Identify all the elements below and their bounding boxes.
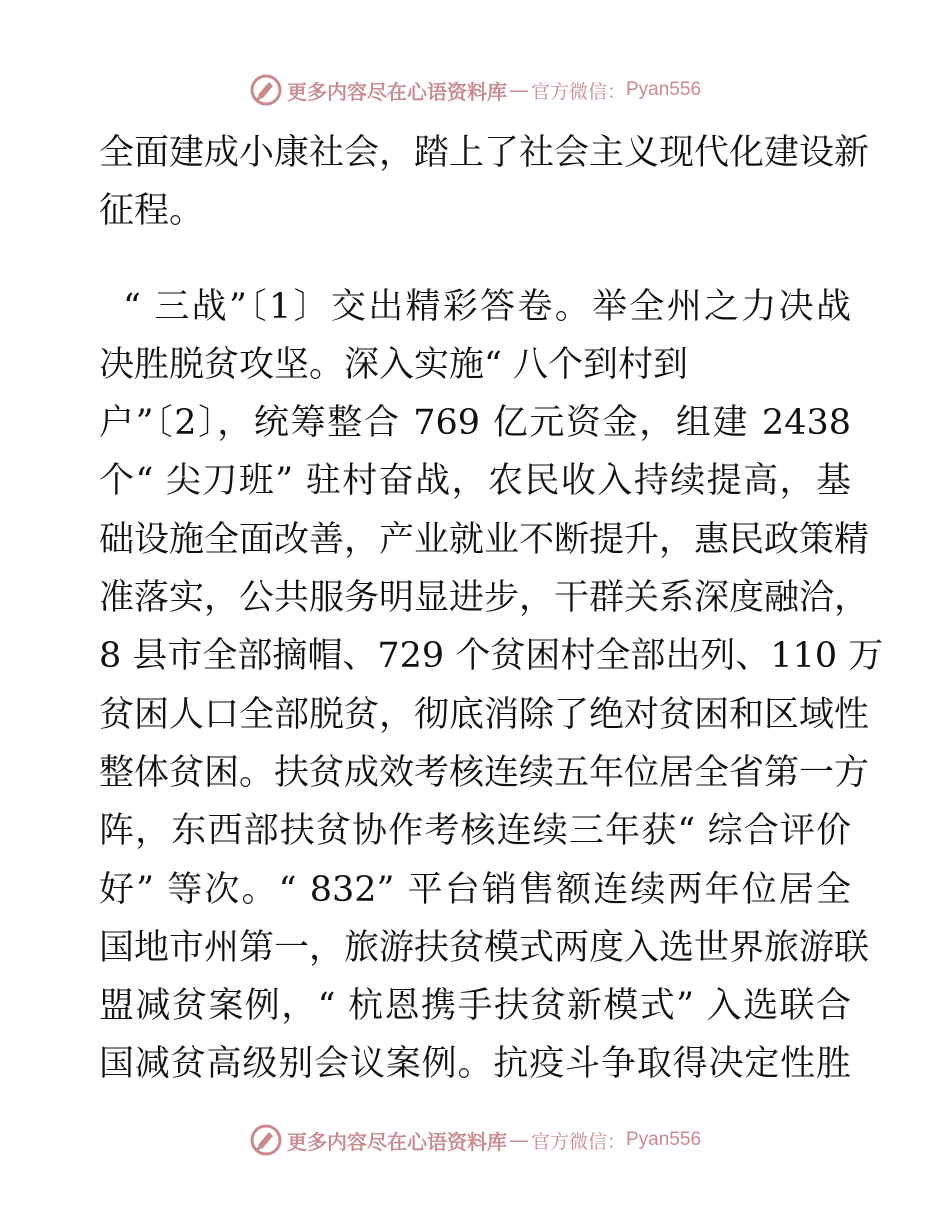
footer-watermark	[0, 1120, 950, 1160]
watermark-brand-text: 更多内容尽在心语资料库	[286, 79, 507, 104]
document-body	[99, 124, 884, 1094]
paragraph	[99, 278, 851, 336]
text-line: 贫困人口全部脱贫，彻底消除了绝对贫困和区域性	[99, 694, 870, 735]
text-line: 础设施全面改善，产业就业不断提升，惠民政策精	[99, 519, 870, 560]
text-line: 准落实，公共服务明显进步，干群关系深度融洽，	[99, 578, 870, 619]
watermark-contact-id: Pyan556	[626, 79, 702, 100]
watermark-logo-icon	[249, 73, 283, 107]
paragraph-gap	[99, 241, 851, 278]
text-line: 决胜脱贫攻坚。深入实施“ 八个到村到	[99, 344, 689, 385]
text-line: 整体贫困。扶贫成效考核连续五年位居全省第一方	[99, 752, 870, 793]
text-line: 国地市州第一，旅游扶贫模式两度入选世界旅游联	[99, 927, 870, 968]
header-watermark	[0, 70, 950, 110]
watermark-separator: —	[508, 1128, 529, 1152]
text-line: “ 三战”〔1〕交出精彩答卷。举全州之力决战	[123, 286, 851, 327]
watermark-brand-text: 更多内容尽在心语资料库	[286, 1129, 507, 1154]
paragraph	[99, 124, 870, 241]
text-line: 户”〔2〕，统筹整合 769 亿元资金，组建 2438	[99, 403, 851, 444]
text-line: 好” 等次。“ 832” 平台销售额连续两年位居全	[99, 869, 851, 910]
text-line: 个“ 尖刀班” 驻村奋战，农民收入持续提高，基	[99, 461, 851, 502]
text-line: 8 县市全部摘帽、729 个贫困村全部出列、110 万	[99, 636, 884, 677]
text-line: 全面建成小康社会，踏上了社会主义现代化建设新	[99, 133, 870, 173]
watermark-contact-label: 官方微信：	[530, 80, 626, 103]
text-line: 国减贫高级别会议案例。抗疫斗争取得决定性胜	[99, 1044, 851, 1085]
watermark-logo-icon	[249, 1123, 283, 1157]
watermark-contact-label: 官方微信：	[530, 1130, 626, 1153]
paragraph-continued	[99, 336, 884, 1094]
text-line: 盟减贫案例，“ 杭恩携手扶贫新模式” 入选联合	[99, 986, 851, 1027]
text-line: 征程。	[99, 191, 205, 232]
watermark-contact-id: Pyan556	[626, 1129, 702, 1150]
text-line: 阵，东西部扶贫协作考核连续三年获“ 综合评价	[99, 811, 851, 852]
watermark-separator: —	[508, 78, 529, 102]
